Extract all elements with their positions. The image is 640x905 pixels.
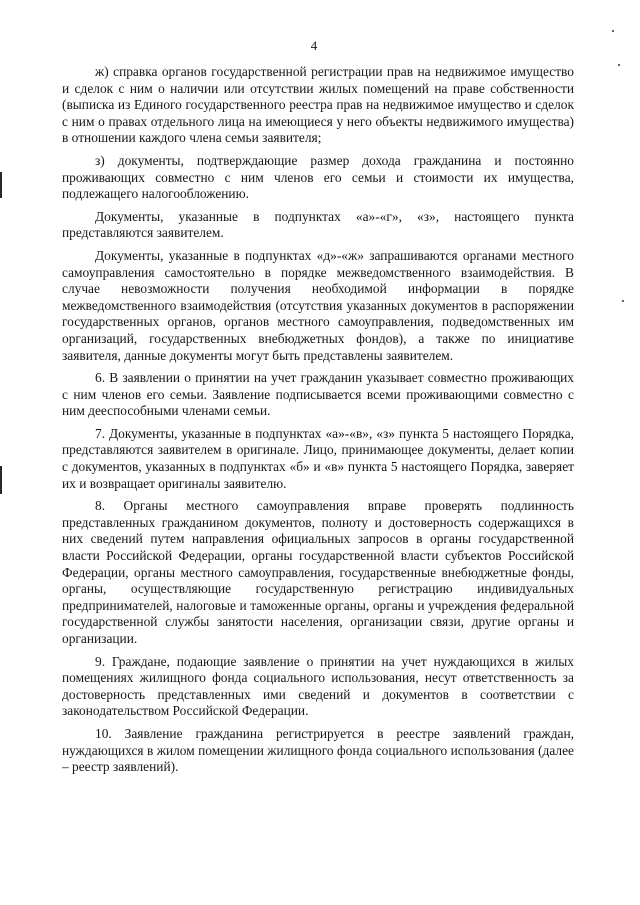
scan-edge-mark — [0, 172, 2, 198]
paragraph-item-6: 6. В заявлении о принятии на учет гражданин указывает совместно проживающих с ним членов его семьи. Заявление подписывается всеми проживающими совместно с ним дееспособными членами семьи. — [62, 370, 574, 419]
paragraph-item-10: 10. Заявление гражданина регистрируется в реестре заявлений граждан, нуждающихся в жилом помещении жилищного фонда социального использования (далее – реестр заявлений). — [62, 725, 574, 775]
scan-edge-mark — [0, 466, 2, 494]
paragraph-item-9: 9. Граждане, подающие заявление о принятии на учет нуждающихся в жилых помещениях жилищного фонда социального использования, несут ответственность за достоверность представленных ими сведений и документов в соответствии с законодательством Российской Федерации. — [62, 653, 574, 719]
paragraph-docs-applicant: Документы, указанные в подпунктах «а»-«г», «з», настоящего пункта представляются заявителем. — [62, 208, 574, 241]
document-body — [62, 64, 574, 776]
paragraph-item-7: 7. Документы, указанные в подпунктах «а»-«в», «з» пункта 5 настоящего Порядка, представляются заявителем в оригинале. Лицо, принимающее документы, делает копии с документов, указанных в подпунктах «б» и «в» пункта 5 настоящего Порядка, заверяет их и возвращает оригиналы заявителю. — [62, 425, 574, 491]
paragraph-z: з) документы, подтверждающие размер дохода гражданина и постоянно проживающих совместно с ним членов его семьи и стоимости их имущества, подлежащего налогообложению. — [62, 152, 574, 202]
page-number: 4 — [310, 38, 318, 53]
paragraph-docs-requested: Документы, указанные в подпунктах «д»-«ж» запрашиваются органами местного самоуправления самостоятельно в порядке межведомственного взаимодействия. В случае невозможности получения необходимой информации в порядке межведомственного взаимодействия (отсутствия указанных документов в распоряжении государственных органов, органов местного самоуправления, подведомственных им организаций, государственных внебюджетных фондов), а также по инициативе заявителя, данные документы могут быть представлены заявителем. — [62, 247, 574, 363]
scan-speck — [618, 64, 620, 66]
paragraph-zh: ж) справка органов государственной регистрации прав на недвижимое имущество и сделок с ним о наличии или отсутствии жилых помещений на праве собственности (выписка из Единого государственного реестра прав на недвижимое имущество и сделок с ним о правах отдельного лица на имеющиеся у него объекты недвижимого имущества) в отношении каждого члена семьи заявителя; — [62, 64, 574, 146]
paragraph-item-8: 8. Органы местного самоуправления вправе проверять подлинность представленных гражданином документов, полноту и достоверность содержащихся в них сведений путем направления официальных запросов в органы государственной власти Российской Федерации, органы государственной власти субъектов Российской Федерации, органы местного самоуправления, государственные внебюджетные фонды, органы, осуществляющие государственную регистрацию индивидуальных предпринимателей, налоговые и таможенные органы, органы и учреждения федеральной государственной службы занятости населения, организации связи, другие органы и организации. — [62, 498, 574, 646]
scan-speck — [622, 300, 624, 302]
scan-speck — [612, 30, 614, 32]
